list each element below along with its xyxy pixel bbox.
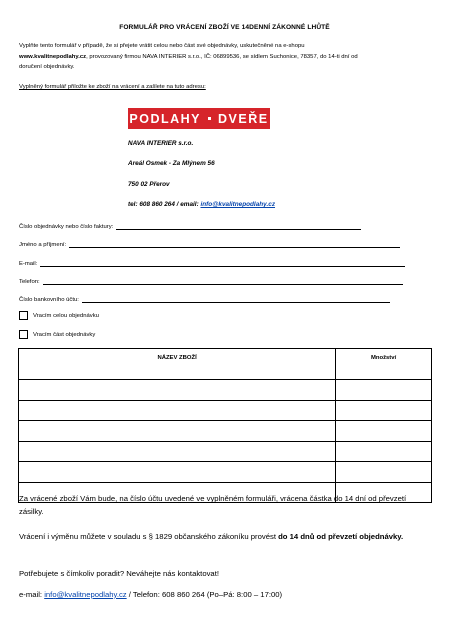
field-name[interactable]: [19, 240, 400, 248]
logo-text-left: PODLAHY: [129, 111, 202, 126]
cell-product[interactable]: [19, 421, 336, 442]
return-deadline: do 14 dnů od převzetí objednávky.: [278, 532, 404, 541]
field-label: E-mail:: [19, 261, 38, 267]
checkbox-whole-order[interactable]: [19, 311, 99, 320]
cell-quantity[interactable]: [336, 462, 432, 483]
checkbox-partial-order[interactable]: [19, 330, 95, 339]
intro-line1: Vyplňte tento formulář v případě, že si přejete vrátit celou nebo část své objednávky, uskutečněné na e-shopu: [19, 43, 305, 49]
address-contact: [128, 201, 275, 208]
cell-quantity[interactable]: [336, 421, 432, 442]
field-label: Telefon:: [19, 279, 40, 285]
table-row[interactable]: [19, 441, 432, 462]
help-paragraph: Potřebujete s čímkoliv poradit? Neváhejte nás kontaktovat!: [19, 569, 219, 578]
table-row[interactable]: [19, 462, 432, 483]
address-company: NAVA INTERIER s.r.o.: [128, 140, 194, 147]
contact-phone-hours: / Telefon: 608 860 264 (Po–Pá: 8:00 – 17:00): [126, 590, 283, 599]
cell-quantity[interactable]: [336, 380, 432, 401]
field-order-number[interactable]: [19, 222, 361, 230]
header-quantity: Množství: [336, 349, 432, 380]
field-label: Číslo objednávky nebo číslo faktury:: [19, 224, 114, 230]
refund-paragraph: Za vrácené zboží Vám bude, na číslo účtu uvedené ve vyplněném formuláři, vrácena částka do 14 dní od převzetí zásilky.: [19, 494, 407, 516]
brand-logo: [128, 108, 270, 129]
field-input-line[interactable]: [82, 295, 390, 303]
contact-line: [19, 588, 439, 601]
checkbox-label: Vracím celou objednávku: [33, 312, 99, 319]
contact-email-link[interactable]: info@kvalitnepodlahy.cz: [44, 590, 127, 599]
form-title: FORMULÁŘ PRO VRÁCENÍ ZBOŽÍ VE 14DENNÍ ZÁKONNÉ LHŮTĚ: [119, 24, 330, 31]
field-input-line[interactable]: [69, 240, 400, 248]
checkbox-label: Vracím část objednávky: [33, 331, 96, 338]
send-instruction: Vyplněný formulář přiložte ke zboží na vrácení a zašlete na tuto adresu:: [19, 84, 206, 90]
logo-separator: [208, 117, 211, 120]
table-row[interactable]: [19, 380, 432, 401]
intro-paragraph: [19, 41, 429, 73]
cell-product[interactable]: [19, 400, 336, 421]
header-product-name: NÁZEV ZBOŽÍ: [19, 349, 336, 380]
field-email[interactable]: [19, 259, 405, 267]
address-street: Areál Osmek - Za Mlýnem 56: [128, 160, 215, 167]
logo-text-right: DVEŘE: [218, 111, 269, 126]
cell-product[interactable]: [19, 441, 336, 462]
field-input-line[interactable]: [40, 259, 405, 267]
return-law-text: Vrácení i výměnu můžete v souladu s § 1829 občanského zákoníku provést: [19, 532, 279, 541]
cell-quantity[interactable]: [336, 400, 432, 421]
address-email-link[interactable]: info@kvalitnepodlahy.cz: [200, 201, 276, 208]
cell-product[interactable]: [19, 380, 336, 401]
checkbox-box[interactable]: [19, 330, 28, 339]
intro-line3: doručení objednávky.: [19, 64, 75, 71]
contact-label: e-mail:: [19, 590, 45, 599]
field-label: Číslo bankovního účtu:: [19, 297, 79, 303]
field-phone[interactable]: [19, 277, 403, 285]
field-input-line[interactable]: [116, 222, 361, 230]
intro-line2: , provozovaný firmou NAVA INTERIER s.r.o., IČ: 06899536, se sídlem Suchonice, 78357, do 14-ti dní od: [86, 53, 358, 60]
cell-product[interactable]: [19, 462, 336, 483]
checkbox-box[interactable]: [19, 311, 28, 320]
cell-quantity[interactable]: [336, 441, 432, 462]
address-city: 750 02 Přerov: [128, 181, 170, 188]
field-bank-account[interactable]: [19, 295, 390, 303]
field-label: Jméno a příjmení:: [19, 242, 67, 248]
eshop-url: www.kvalitnepodlahy.cz: [19, 53, 87, 60]
items-table: [18, 348, 432, 503]
table-row[interactable]: [19, 421, 432, 442]
return-law-paragraph: [19, 530, 429, 543]
address-contact-prefix: tel: 608 860 264 / email:: [128, 201, 201, 208]
table-header-row: [19, 349, 432, 380]
table-row[interactable]: [19, 400, 432, 421]
field-input-line[interactable]: [43, 277, 403, 285]
